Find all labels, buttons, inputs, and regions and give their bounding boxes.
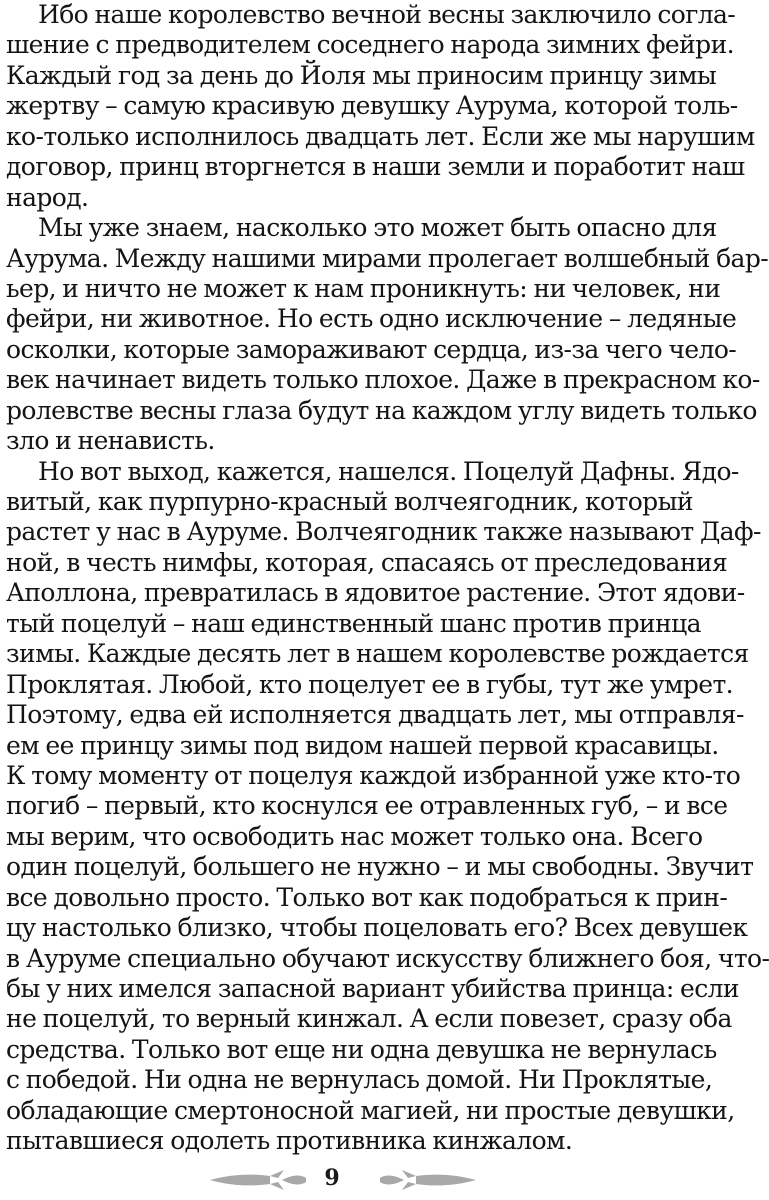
text-line: Аурума. Между нашими мирами пролегает волшебный бар- — [6, 243, 769, 273]
body-text — [6, 0, 769, 1157]
text-line: цу настолько близко, чтобы поцеловать его? Всех девушек — [6, 913, 748, 943]
text-line: средства. Только вот еще ни одна девушка не вернулась — [6, 1034, 717, 1064]
text-line: растет у нас в Ауруме. Волчеягодник также называют Даф- — [6, 517, 761, 547]
text-line: Поэтому, едва ей исполняется двадцать лет, мы отправля- — [6, 700, 744, 730]
text-line: Аполлона, превратилась в ядовитое растение. Этот ядови- — [6, 578, 745, 608]
text-line: шение с предводителем соседнего народа зимних фейри. — [6, 30, 734, 60]
text-line: в Ауруме специально обучают искусству ближнего боя, что- — [6, 943, 769, 973]
page-number: 9 — [324, 1165, 340, 1191]
text-line: ьер, и ничто не может к нам проникнуть: ни человек, ни — [6, 273, 721, 303]
text-line: Мы уже знаем, насколько это может быть опасно для — [38, 213, 717, 243]
text-line: договор, принц вторгнется в наши земли и поработит наш — [6, 152, 745, 182]
text-line: не поцелуй, то верный кинжал. А если повезет, сразу оба — [6, 1004, 732, 1034]
text-line: жертву – самую красивую девушку Аурума, которой толь- — [6, 91, 738, 121]
text-line: ролевстве весны глаза будут на каждом углу видеть только — [6, 395, 757, 425]
text-line: ем ее принцу зимы под видом нашей первой красавицы. — [6, 730, 719, 760]
text-line: обладающие смертоносной магией, ни простые девушки, — [6, 1095, 735, 1125]
text-line: осколки, которые замораживают сердца, из-за чего чело- — [6, 334, 737, 364]
text-line: ко-только исполнилось двадцать лет. Если же мы нарушим — [6, 121, 755, 151]
page-footer — [0, 1164, 685, 1200]
text-line: витый, как пурпурно-красный волчеягодник, который — [6, 487, 693, 516]
text-line: все довольно просто. Только вот как подобраться к прин- — [6, 882, 728, 912]
text-line: ной, в честь нимфы, которая, спасаясь от преследования — [6, 547, 728, 577]
flourish-left-icon — [208, 1166, 308, 1194]
text-line: погиб – первый, кто коснулся ее отравленных губ, – и все — [6, 791, 728, 821]
text-line: Но вот выход, кажется, нашелся. Поцелуй Дафны. Ядо- — [38, 456, 739, 486]
text-line: пытавшиеся одолеть противника кинжалом. — [6, 1126, 573, 1156]
text-line: мы верим, что освободить нас может только она. Всего — [6, 821, 703, 851]
text-line: тый поцелуй – наш единственный шанс против принца — [6, 608, 701, 638]
text-line: один поцелуй, большего не нужно – и мы свободны. Звучит — [6, 852, 754, 882]
text-line: фейри, ни животное. Но есть одно исключение – ледяные — [6, 304, 737, 334]
text-line: бы у них имелся запасной вариант убийства принца: если — [6, 974, 739, 1003]
flourish-right-icon — [378, 1166, 478, 1194]
text-line: зимы. Каждые десять лет в нашем королевстве рождается — [6, 639, 749, 669]
text-line: Проклятая. Любой, кто поцелует ее в губы, тут же умрет. — [6, 669, 734, 699]
text-line: Ибо наше королевство вечной весны заключило согла- — [38, 0, 736, 29]
text-line: народ. — [6, 182, 89, 212]
text-line: век начинает видеть только плохое. Даже в прекрасном ко- — [6, 365, 760, 395]
text-line: К тому моменту от поцелуя каждой избранной уже кто-то — [6, 760, 741, 790]
text-line: с победой. Ни одна не вернулась домой. Ни Проклятые, — [6, 1065, 713, 1095]
text-line: Каждый год за день до Йоля мы приносим принцу зимы — [6, 60, 717, 90]
text-line: зло и ненависть. — [6, 426, 215, 456]
